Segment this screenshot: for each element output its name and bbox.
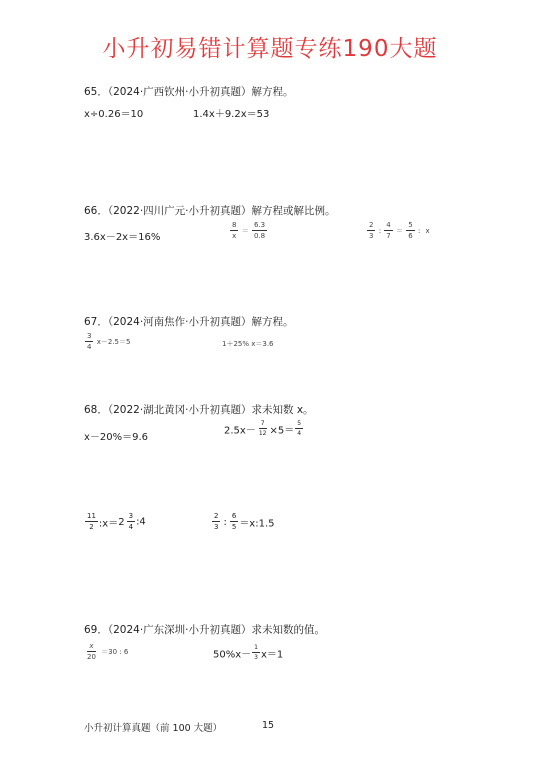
question-65-heading: 65．（2024·广西钦州·小升初真题）解方程。	[84, 86, 294, 98]
fraction: $\frac{6.3}{0.8}$	[253, 221, 266, 240]
question-65-equation-1: x÷0.26＝10	[84, 109, 144, 120]
question-68-heading: 68．（2022·湖北黄冈·小升初真题）求未知数 x。	[84, 404, 314, 416]
document-title: 小升初易错计算题专练190大题	[102, 36, 438, 62]
fraction: $\frac{11}{2}$	[87, 512, 96, 531]
question-68-equation-1: x－20%＝9.6	[84, 432, 149, 443]
question-69-equation-1: $\frac{x}{20}$ ＝30 : 6	[87, 642, 129, 661]
question-69-equation-2: 50%x－ $\frac{1}{3}$ x＝1	[213, 644, 284, 661]
fraction: $\frac{x}{20}$	[87, 642, 96, 661]
fraction: $\frac{1}{3}$	[254, 644, 258, 661]
fraction: $\frac{2}{3}$	[214, 512, 219, 531]
fraction: $\frac{5}{4}$	[297, 420, 302, 437]
fraction: $\frac{5}{6}$	[408, 221, 413, 240]
page-number: 15	[262, 720, 275, 731]
question-66-equation-3: $\frac{2}{3}$ : $\frac{4}{7}$ ＝ $\frac{5}{6}$ : x	[369, 221, 430, 240]
question-65-equation-2: 1.4x＋9.2x＝53	[193, 109, 270, 120]
question-66-equation-2: $\frac{8}{x}$ ＝ $\frac{6.3}{0.8}$	[232, 221, 266, 240]
fraction: $\frac{7}{12}$	[258, 420, 267, 437]
question-67-equation-2: 1＋25% x＝3.6	[222, 340, 274, 348]
footer-label: 小升初计算真题（前 100 大题）	[84, 723, 223, 734]
question-66-heading: 66．（2022·四川广元·小升初真题）解方程或解比例。	[84, 205, 336, 217]
question-67-equation-1: $\frac{3}{4}$ x－2.5＝5	[87, 332, 131, 351]
fraction: $\frac{8}{x}$	[232, 221, 237, 240]
question-68-equation-4: $\frac{2}{3}$ : $\frac{6}{5}$ ＝x:1.5	[214, 512, 275, 531]
question-68-equation-2: 2.5x－ $\frac{7}{12}$ ×5＝ $\frac{5}{4}$	[224, 420, 302, 437]
fraction: $\frac{4}{7}$	[386, 221, 391, 240]
fraction: $\frac{3}{4}$	[87, 332, 92, 351]
fraction: $\frac{6}{5}$	[231, 512, 237, 531]
fraction: $\frac{3}{4}$	[128, 512, 134, 531]
question-67-heading: 67．（2024·河南焦作·小升初真题）解方程。	[84, 316, 294, 328]
question-68-equation-3: $\frac{11}{2}$ :x＝2 $\frac{3}{4}$ :4	[87, 512, 146, 531]
fraction: $\frac{2}{3}$	[369, 221, 374, 240]
question-69-heading: 69．（2024·广东深圳·小升初真题）求未知数的值。	[84, 624, 326, 636]
question-66-equation-1: 3.6x－2x＝16%	[84, 232, 161, 243]
